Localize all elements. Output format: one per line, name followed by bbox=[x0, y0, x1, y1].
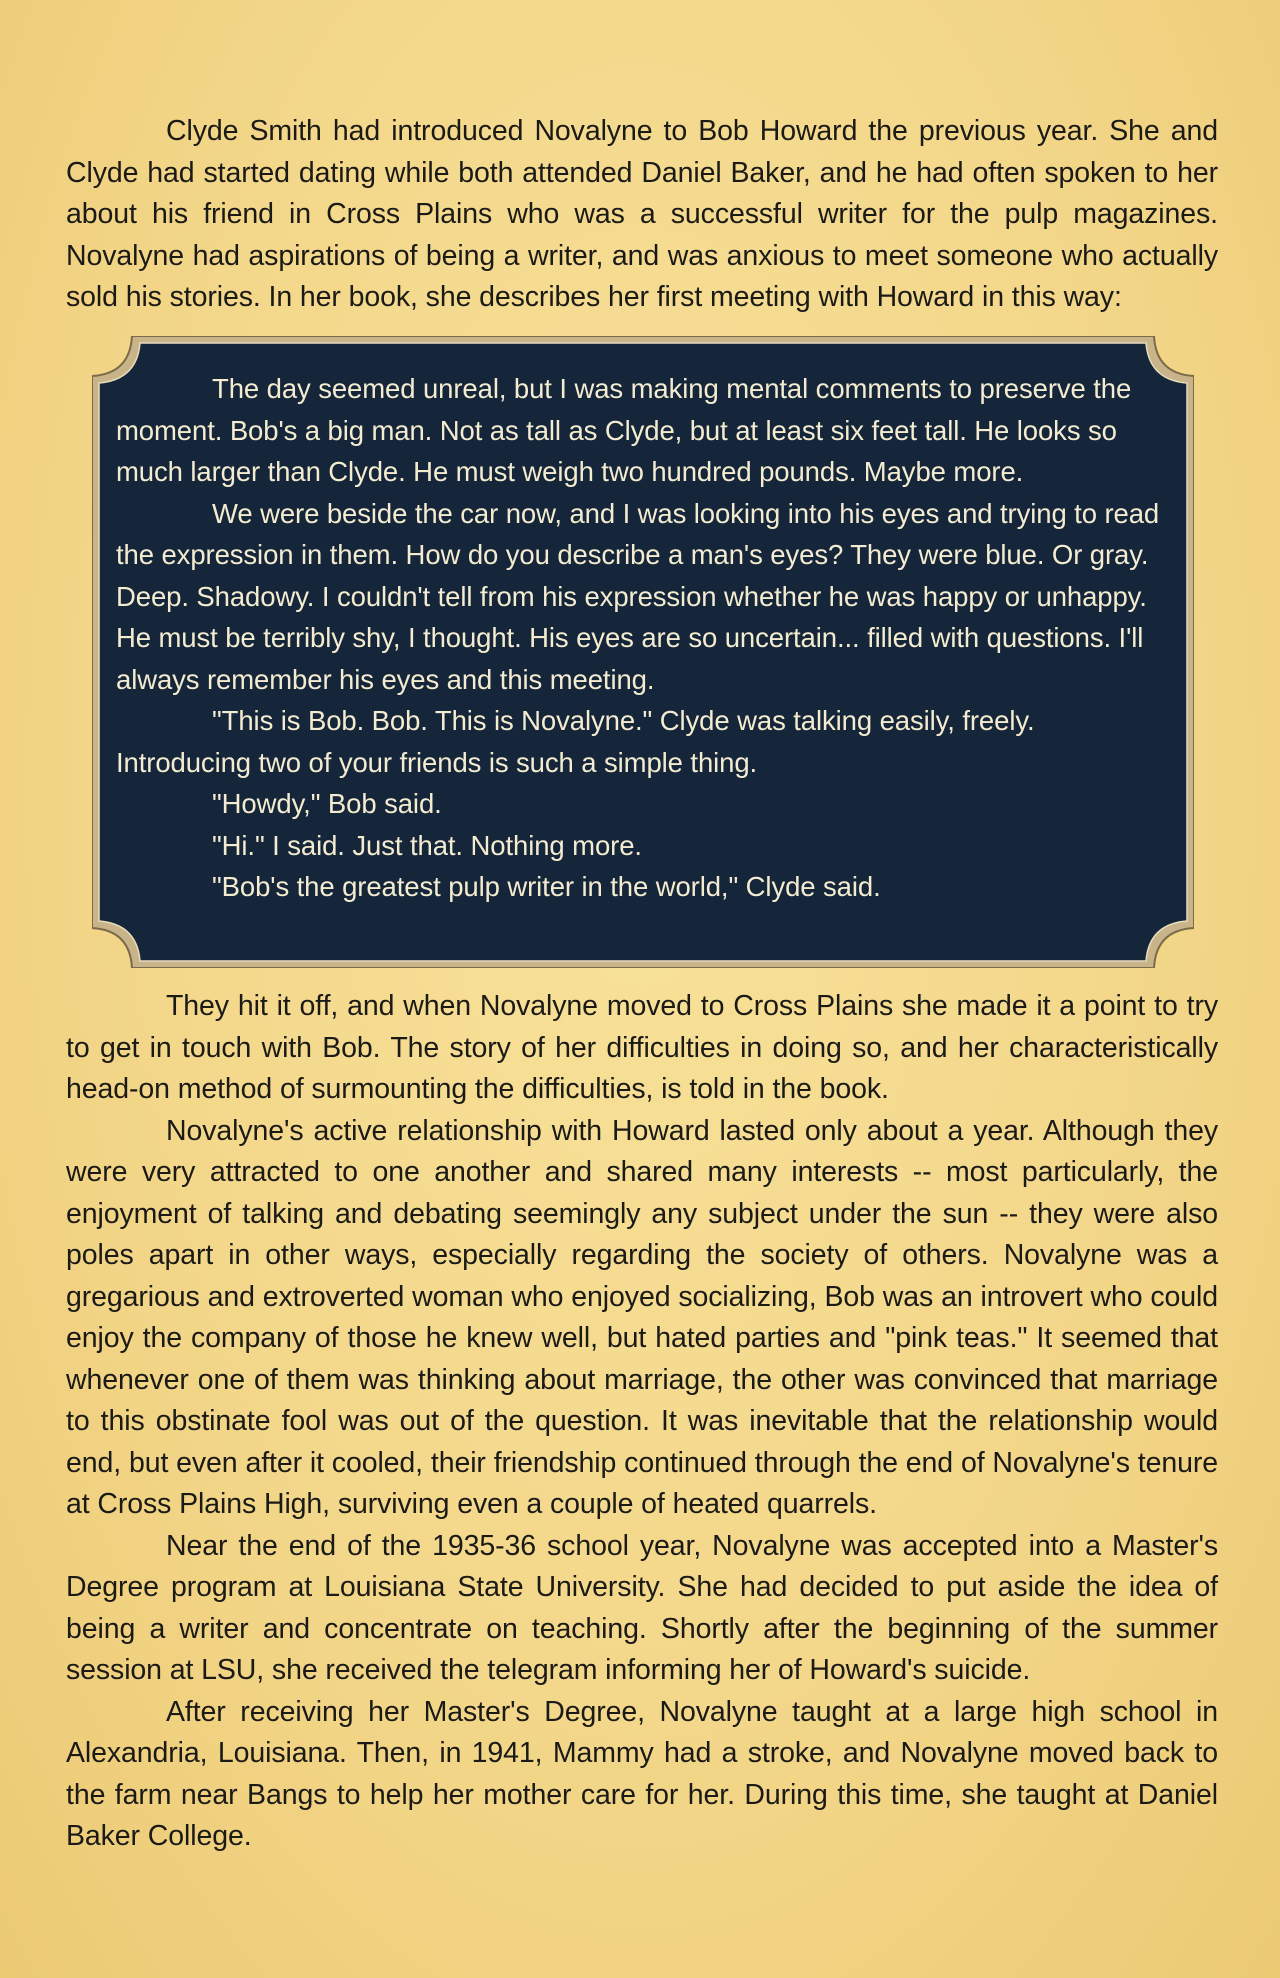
quote-paragraph-4: "Howdy," Bob said. bbox=[212, 788, 442, 819]
quote-paragraph-3: "This is Bob. Bob. This is Novalyne." Clyde was talking easily, freely. Introducing two of your friends is such a simple thing. bbox=[116, 705, 1035, 778]
body-paragraph-1: They hit it off, and when Novalyne moved to Cross Plains she made it a point to try to get in touch with Bob. The story of her difficulties in doing so, and her characteristically head-on method of surmounting the difficulties, is told in the book. bbox=[66, 990, 1218, 1105]
body-paragraph-3: Near the end of the 1935-36 school year, Novalyne was accepted into a Master's Degree program at Louisiana State University. She had decided to put aside the idea of being a writer and concentrate on teaching. Shortly after the beginning of the summer session at LSU, she received the telegram informing her of Howard's suicide. bbox=[66, 1529, 1218, 1686]
quote-box bbox=[92, 336, 1194, 968]
body-paragraph-2: Novalyne's active relationship with Howard lasted only about a year. Although they were very attracted to one another and shared many interests -- most particularly, the enjoyment of talking and debating seemingly any subject under the sun -- they were also poles apart in other ways, especially regarding the society of others. Novalyne was a gregarious and extroverted woman who enjoyed socializing, Bob was an introvert who could enjoy the company of those he knew well, but hated parties and "pink teas." It seemed that whenever one of them was thinking about marriage, the other was convinced that marriage to this obstinate fool was out of the question. It was inevitable that the relationship would end, but even after it cooled, their friendship continued through the end of Novalyne's tenure at Cross Plains High, surviving even a couple of heated quarrels. bbox=[66, 1114, 1218, 1520]
quote-paragraph-6: "Bob's the greatest pulp writer in the world," Clyde said. bbox=[212, 871, 881, 902]
body-paragraph-4: After receiving her Master's Degree, Novalyne taught at a large high school in Alexandria, Louisiana. Then, in 1941, Mammy had a stroke, and Novalyne moved back to the farm near Bangs to help her mother care for her. During this time, she taught at Daniel Baker College. bbox=[66, 1695, 1218, 1852]
quote-paragraph-2: We were beside the car now, and I was looking into his eyes and trying to read the expression in them. How do you describe a man's eyes? They were blue. Or gray. Deep. Shadowy. I couldn't tell from his expression whether he was happy or unhappy. He must be terribly shy, I thought. His eyes are so uncertain... filled with questions. I'll always remember his eyes and this meeting. bbox=[116, 497, 1160, 695]
quote-paragraph-5: "Hi." I said. Just that. Nothing more. bbox=[212, 829, 642, 861]
quote-paragraph-1: The day seemed unreal, but I was making mental comments to preserve the moment. Bob's a big man. Not as tall as Clyde, but at least six feet tall. He looks so much larger than Clyde. He must weigh two hundred pounds. Maybe more. bbox=[116, 373, 1132, 487]
body-text bbox=[66, 986, 1218, 1858]
intro-paragraph: Clyde Smith had introduced Novalyne to Bob Howard the previous year. She and Clyde had started dating while both attended Daniel Baker, and he had often spoken to her about his friend in Cross Plains who was a successful writer for the pulp magazines. Novalyne had aspirations of being a writer, and was anxious to meet someone who actually sold his stories. In her book, she describes her first meeting with Howard in this way: bbox=[66, 115, 1218, 313]
quote-text bbox=[116, 368, 1168, 908]
